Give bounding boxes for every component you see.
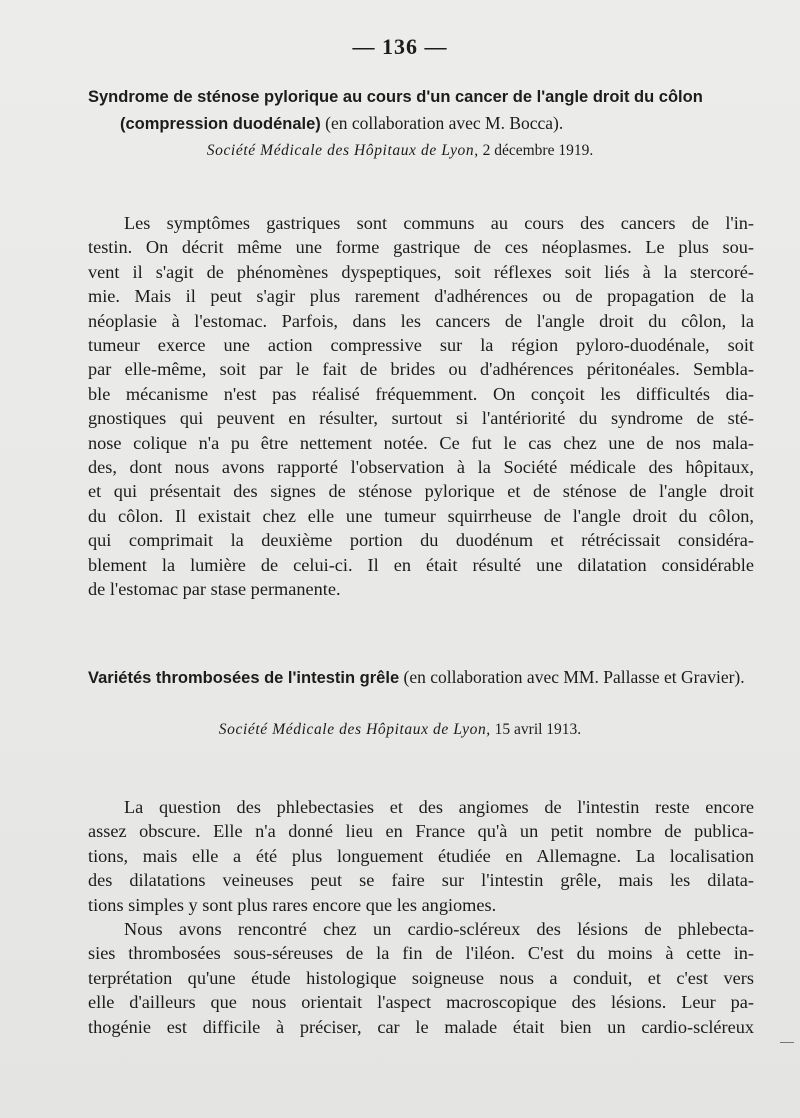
article-1-collab: (en collaboration avec M. Bocca). <box>325 113 564 133</box>
body-line: tions simples y sont plus rares encore que les angiomes. <box>88 894 497 915</box>
body-line: blement la lumière de celui-ci. Il en était résulté une dilatation considérable <box>88 554 754 575</box>
article-1-source <box>0 140 800 162</box>
body-line: gnostiques qui peuvent en résulter, surtout si l'antériorité du syndrome de sté- <box>88 408 754 429</box>
body-line: nose colique n'a pu être nettement notée. Ce fut le cas chez une de nos mala- <box>88 432 754 453</box>
page-number: — 136 — <box>352 34 448 59</box>
article-1-title: Syndrome de sténose pylorique au cours d'un cancer de l'angle droit du côlon (compression duodénale) <box>88 88 703 133</box>
body-line: du côlon. Il existait chez elle une tumeur squirrheuse de l'angle droit du côlon, <box>88 505 754 526</box>
body-line: tumeur exerce une action compressive sur la région pyloro-duodénale, soit <box>88 335 754 356</box>
page-edge-mark <box>780 1042 794 1043</box>
article-1-heading <box>88 83 792 137</box>
body-line: des, dont nous avons rapporté l'observation à la Société médicale des hôpitaux, <box>88 457 754 478</box>
article-2-heading <box>88 664 792 691</box>
body-line: testin. On décrit même une forme gastrique de ces néoplasmes. Le plus sou- <box>88 237 754 258</box>
body-line: tions, mais elle a été plus longuement étudiée en Allemagne. La localisation <box>88 845 754 866</box>
article-1-journal: Société Médicale des Hôpitaux de Lyon, <box>206 142 479 159</box>
body-line: La question des phlebectasies et des angiomes de l'intestin reste encore <box>124 797 754 817</box>
body-line: qui comprimait la deuxième portion du duodénum et rétrécissait considéra- <box>88 530 754 551</box>
article-2-source <box>0 719 800 741</box>
body-line: Les symptômes gastriques sont communs au cours des cancers de l'in- <box>124 213 754 233</box>
article-1-body <box>88 211 754 602</box>
body-line: par elle-même, soit par le fait de brides ou d'adhérences péritonéales. Sembla- <box>88 359 754 380</box>
article-1-date: 2 décembre 1919. <box>482 142 594 159</box>
body-line: Nous avons rencontré chez un cardio-scléreux des lésions de phlebecta- <box>124 919 754 940</box>
body-line: et qui présentait des signes de sténose pylorique et de sténose de l'angle droit <box>88 481 754 502</box>
body-line: néoplasie à l'estomac. Parfois, dans les cancers de l'angle droit du côlon, la <box>88 310 754 331</box>
body-line: sies thrombosées sous-séreuses de la fin de l'iléon. C'est du moins à cette in- <box>88 943 754 964</box>
body-line: assez obscure. Elle n'a donné lieu en France qu'à un petit nombre de publica- <box>88 821 754 842</box>
article-2-journal: Société Médicale des Hôpitaux de Lyon, <box>218 721 491 738</box>
body-line: vent il s'agit de phénomènes dyspeptiques, soit réflexes soit liés à la stercoré- <box>88 261 754 282</box>
body-line: mie. Mais il peut s'agir plus rarement d'adhérences ou de propagation de la <box>88 286 754 307</box>
article-2-collab: (en collaboration avec MM. Pallasse et Gravier). <box>403 667 745 687</box>
body-line: des dilatations veineuses peut se faire sur l'intestin grêle, mais les dilata- <box>88 870 754 891</box>
body-line: elle d'ailleurs que nous orientait l'aspect macroscopique des lésions. Leur pa- <box>88 992 754 1013</box>
body-line: de l'estomac par stase permanente. <box>88 579 341 600</box>
article-2-title: Variétés thrombosées de l'intestin grêle <box>88 669 400 687</box>
article-2-body <box>88 795 754 1039</box>
body-line: thogénie est difficile à préciser, car le malade était bien un cardio-scléreux <box>88 1016 754 1037</box>
body-line: ble mécanisme n'est pas réalisé fréquemment. On conçoit les difficultés dia- <box>88 383 754 404</box>
body-line: terprétation qu'une étude histologique soigneuse nous a conduit, et c'est vers <box>88 967 754 988</box>
article-2-date: 15 avril 1913. <box>494 721 582 738</box>
